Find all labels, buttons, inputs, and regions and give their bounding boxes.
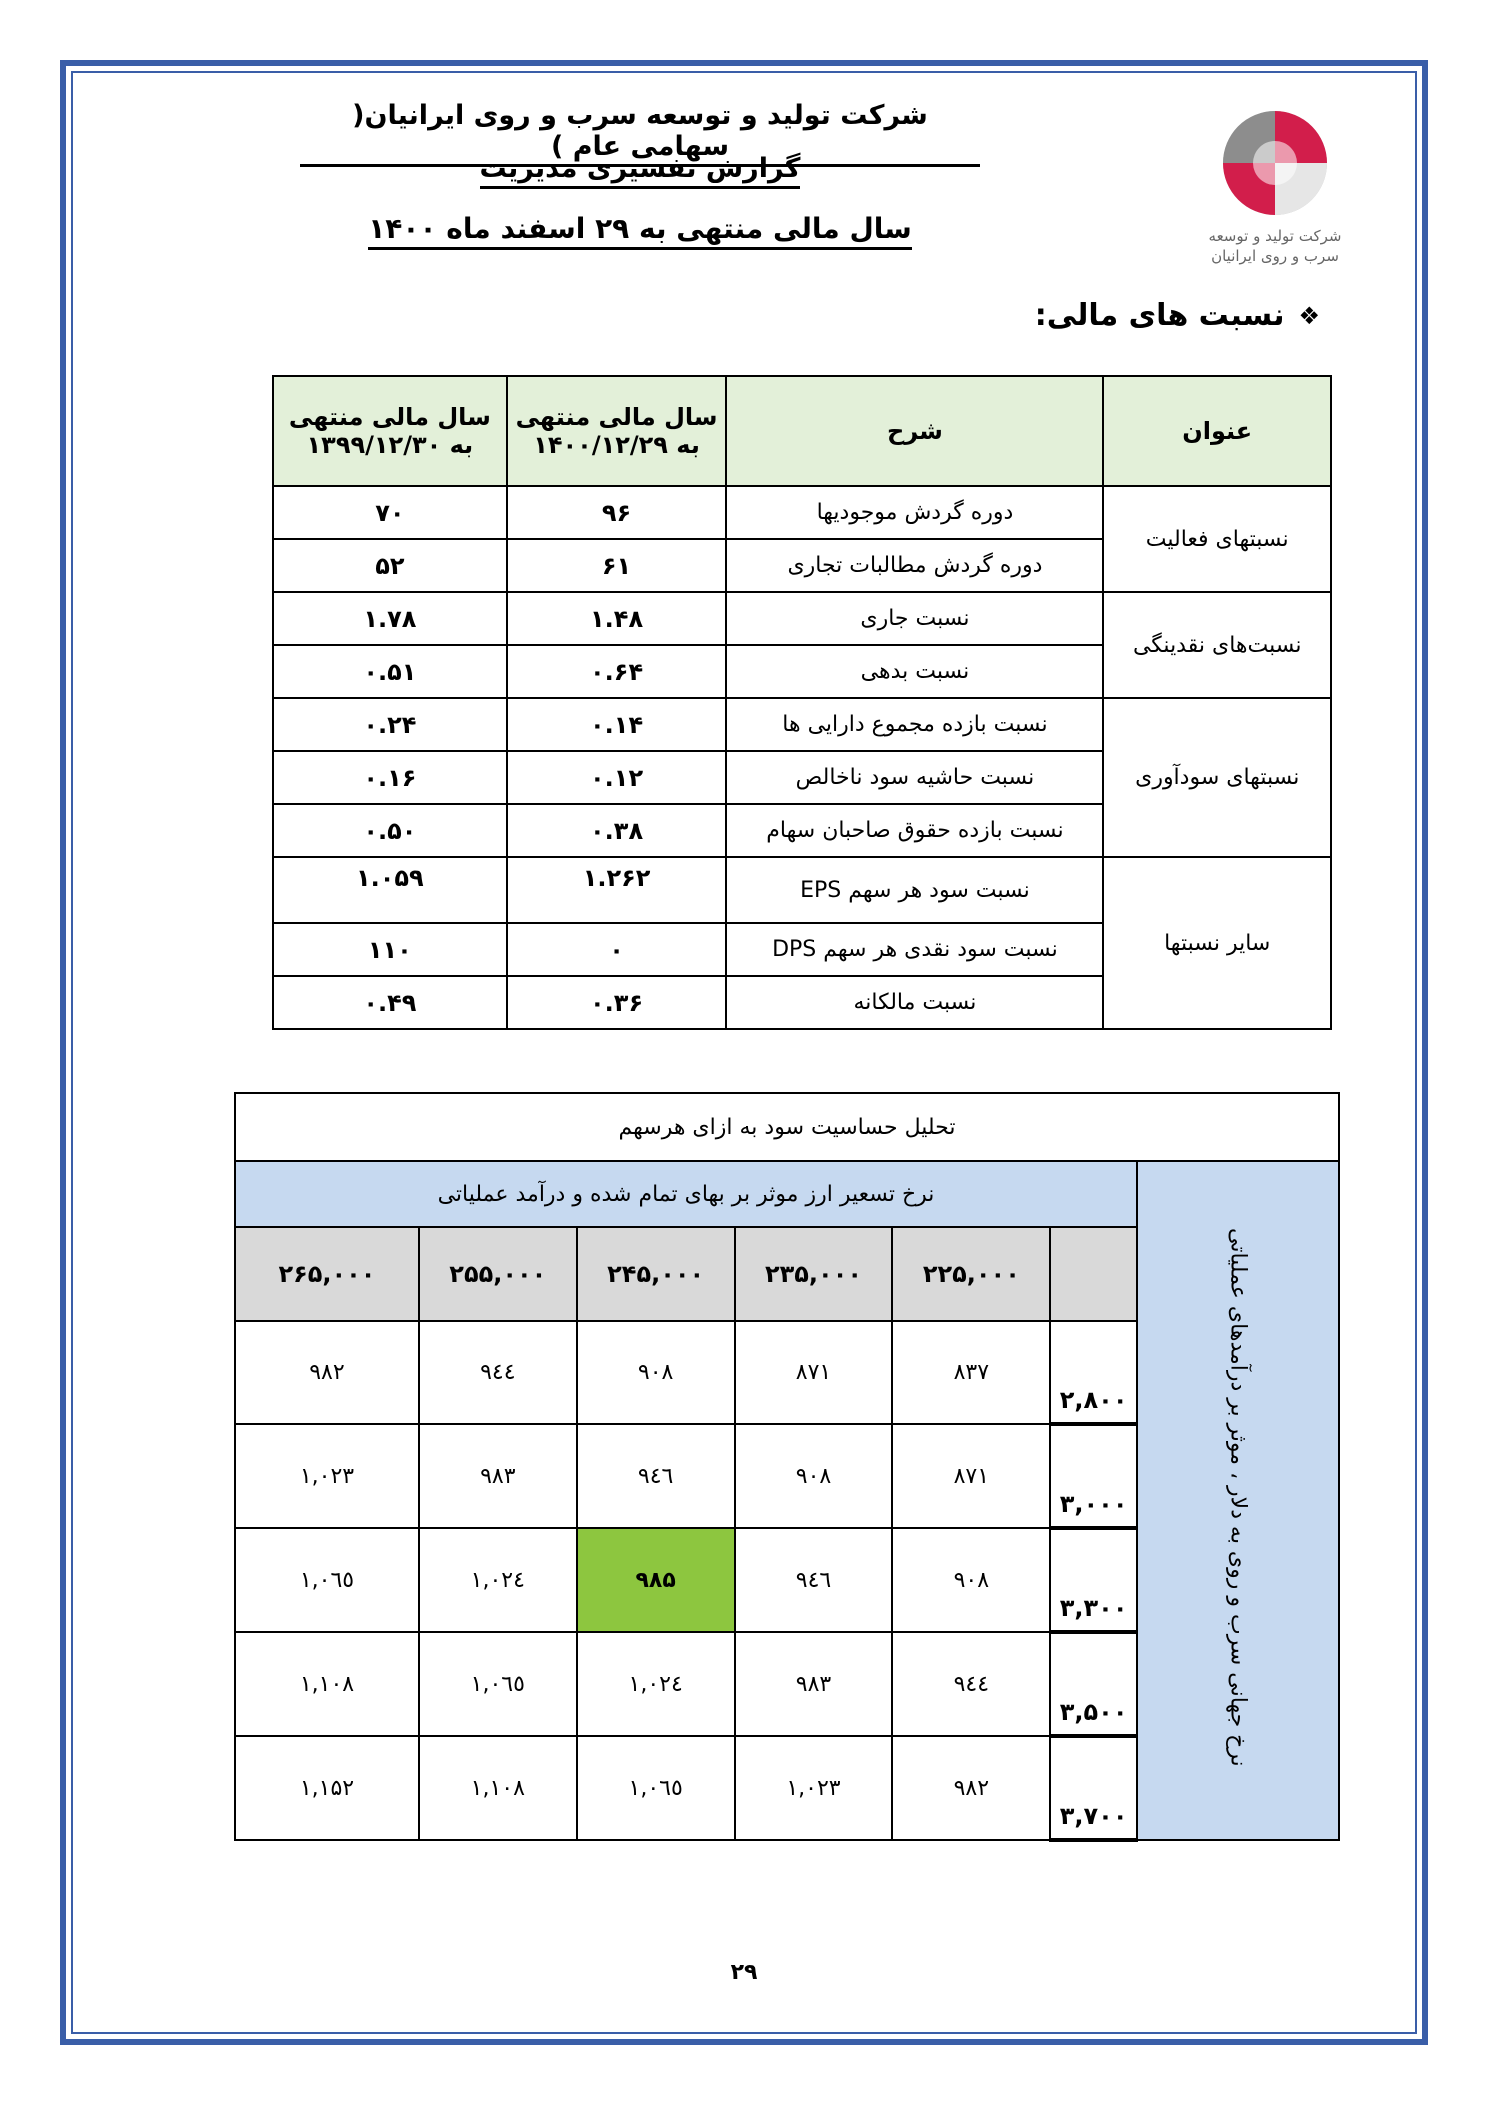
eps-cell: ۹۸۳ [735,1632,893,1736]
eps-cell: ۹٤٤ [892,1632,1050,1736]
value-1400: ۰.۱۲ [507,751,727,804]
diamond-bullet-icon: ❖ [1298,301,1320,330]
eps-cell: ۹٤٦ [577,1424,735,1528]
eps-cell: ۹۰۸ [577,1321,735,1424]
row-axis-label: نرخ جهانی سرب و روی به دلار ، موثر بر درآمدهای عملیاتی [1137,1161,1339,1840]
row-desc: نسبت سود هر سهم EPS [726,857,1103,923]
value-1399: ۱.۷۸ [273,592,507,645]
group-title: نسبتهای سودآوری [1103,698,1331,857]
period-title: سال مالی منتهی به ۲۹ اسفند ماه ۱۴۰۰ [300,212,980,250]
metal-price-header: ۳,۷۰۰ [1050,1736,1137,1840]
section-heading: ❖ نسبت های مالی: [1034,298,1320,333]
sensitivity-title: تحلیل حساسیت سود به ازای هرسهم [235,1093,1339,1161]
financial-ratios-table [272,375,1332,1030]
page-number: ۲۹ [730,1960,758,1985]
metal-price-header: ۳,۰۰۰ [1050,1424,1137,1528]
value-1400: ۰.۳۸ [507,804,727,857]
metal-price-header: ۲,۸۰۰ [1050,1321,1137,1424]
value-1399: ۰.۱۶ [273,751,507,804]
eps-cell-highlighted: ۹۸۵ [577,1528,735,1632]
exchange-rate-header: ۲۲۵,۰۰۰ [892,1227,1050,1321]
table-row [273,698,1331,751]
company-title: شرکت تولید و توسعه سرب و روی ایرانیان( سهامی عام ) [300,100,980,167]
exchange-rate-header: ۲۶۵,۰۰۰ [235,1227,419,1321]
table-row [273,486,1331,539]
value-1399: ۰.۴۹ [273,976,507,1029]
value-1400: ۶۱ [507,539,727,592]
value-1399: ۰.۵۰ [273,804,507,857]
value-1400: ۱.۴۸ [507,592,727,645]
eps-cell: ۱,۰۲٤ [419,1528,577,1632]
value-1399: ۵۲ [273,539,507,592]
eps-cell: ۱,۰۲٤ [577,1632,735,1736]
eps-cell: ۱,۱۰۸ [419,1736,577,1840]
eps-cell: ۱,۱۵۲ [235,1736,419,1840]
eps-cell: ۹۰۸ [892,1528,1050,1632]
value-1400: ۰.۶۴ [507,645,727,698]
value-1400: ۰.۱۴ [507,698,727,751]
eps-cell: ۹۰۸ [735,1424,893,1528]
value-1399: ۱.۰۵۹ [273,857,507,923]
value-1400: ۱.۲۶۲ [507,857,727,923]
eps-cell: ۹۸۳ [419,1424,577,1528]
header-1400: سال مالی منتهی به ۱۴۰۰/۱۲/۲۹ [507,376,727,486]
eps-cell: ۱,۱۰۸ [235,1632,419,1736]
header-1399: سال مالی منتهی به ۱۳۹۹/۱۲/۳۰ [273,376,507,486]
row-desc: نسبت سود نقدی هر سهم DPS [726,923,1103,976]
eps-cell: ۹۸۲ [235,1321,419,1424]
value-1400: ۰ [507,923,727,976]
header-title: عنوان [1103,376,1331,486]
header-desc: شرح [726,376,1103,486]
exchange-rate-header: ۲۴۵,۰۰۰ [577,1227,735,1321]
value-1400: ۹۶ [507,486,727,539]
row-desc: نسبت بازده مجموع دارایی ها [726,698,1103,751]
row-desc: دوره گردش مطالبات تجاری [726,539,1103,592]
group-title: سایر نسبتها [1103,857,1331,1029]
eps-cell: ۸۷۱ [892,1424,1050,1528]
row-desc: نسبت جاری [726,592,1103,645]
row-desc: دوره گردش موجودیها [726,486,1103,539]
row-desc: نسبت مالکانه [726,976,1103,1029]
report-title: گزارش تفسیری مدیریت [300,153,980,189]
eps-cell: ۱,۰۲۳ [735,1736,893,1840]
exchange-rate-header: ۲۳۵,۰۰۰ [735,1227,893,1321]
eps-cell: ۱,۰۲۳ [235,1424,419,1528]
value-1399: ۱۱۰ [273,923,507,976]
table-row [273,592,1331,645]
metal-price-header: ۳,۵۰۰ [1050,1632,1137,1736]
row-desc: نسبت حاشیه سود ناخالص [726,751,1103,804]
eps-cell: ۹٤٤ [419,1321,577,1424]
value-1399: ۰.۲۴ [273,698,507,751]
logo-caption: شرکت تولید و توسعه سرب و روی ایرانیان [1208,227,1342,265]
eps-cell: ۹۸۲ [892,1736,1050,1840]
eps-cell: ۱,۰٦٥ [577,1736,735,1840]
value-1399: ۷۰ [273,486,507,539]
column-axis-label: نرخ تسعیر ارز موثر بر بهای تمام شده و درآمد عملیاتی [235,1161,1137,1227]
eps-cell: ۸۳۷ [892,1321,1050,1424]
metal-price-header: ۳,۳۰۰ [1050,1528,1137,1632]
exchange-rate-header: ۲۵۵,۰۰۰ [419,1227,577,1321]
eps-cell: ۸۷۱ [735,1321,893,1424]
sensitivity-table [234,1092,1340,1842]
row-desc: نسبت بدهی [726,645,1103,698]
table-row [273,857,1331,923]
eps-cell: ۹٤٦ [735,1528,893,1632]
corner-cell [1050,1227,1137,1321]
group-title: نسبتهای فعالیت [1103,486,1331,592]
value-1400: ۰.۳۶ [507,976,727,1029]
eps-cell: ۱,۰٦٥ [235,1528,419,1632]
value-1399: ۰.۵۱ [273,645,507,698]
row-desc: نسبت بازده حقوق صاحبان سهام [726,804,1103,857]
eps-cell: ۱,۰٦٥ [419,1632,577,1736]
group-title: نسبت‌های نقدینگی [1103,592,1331,698]
